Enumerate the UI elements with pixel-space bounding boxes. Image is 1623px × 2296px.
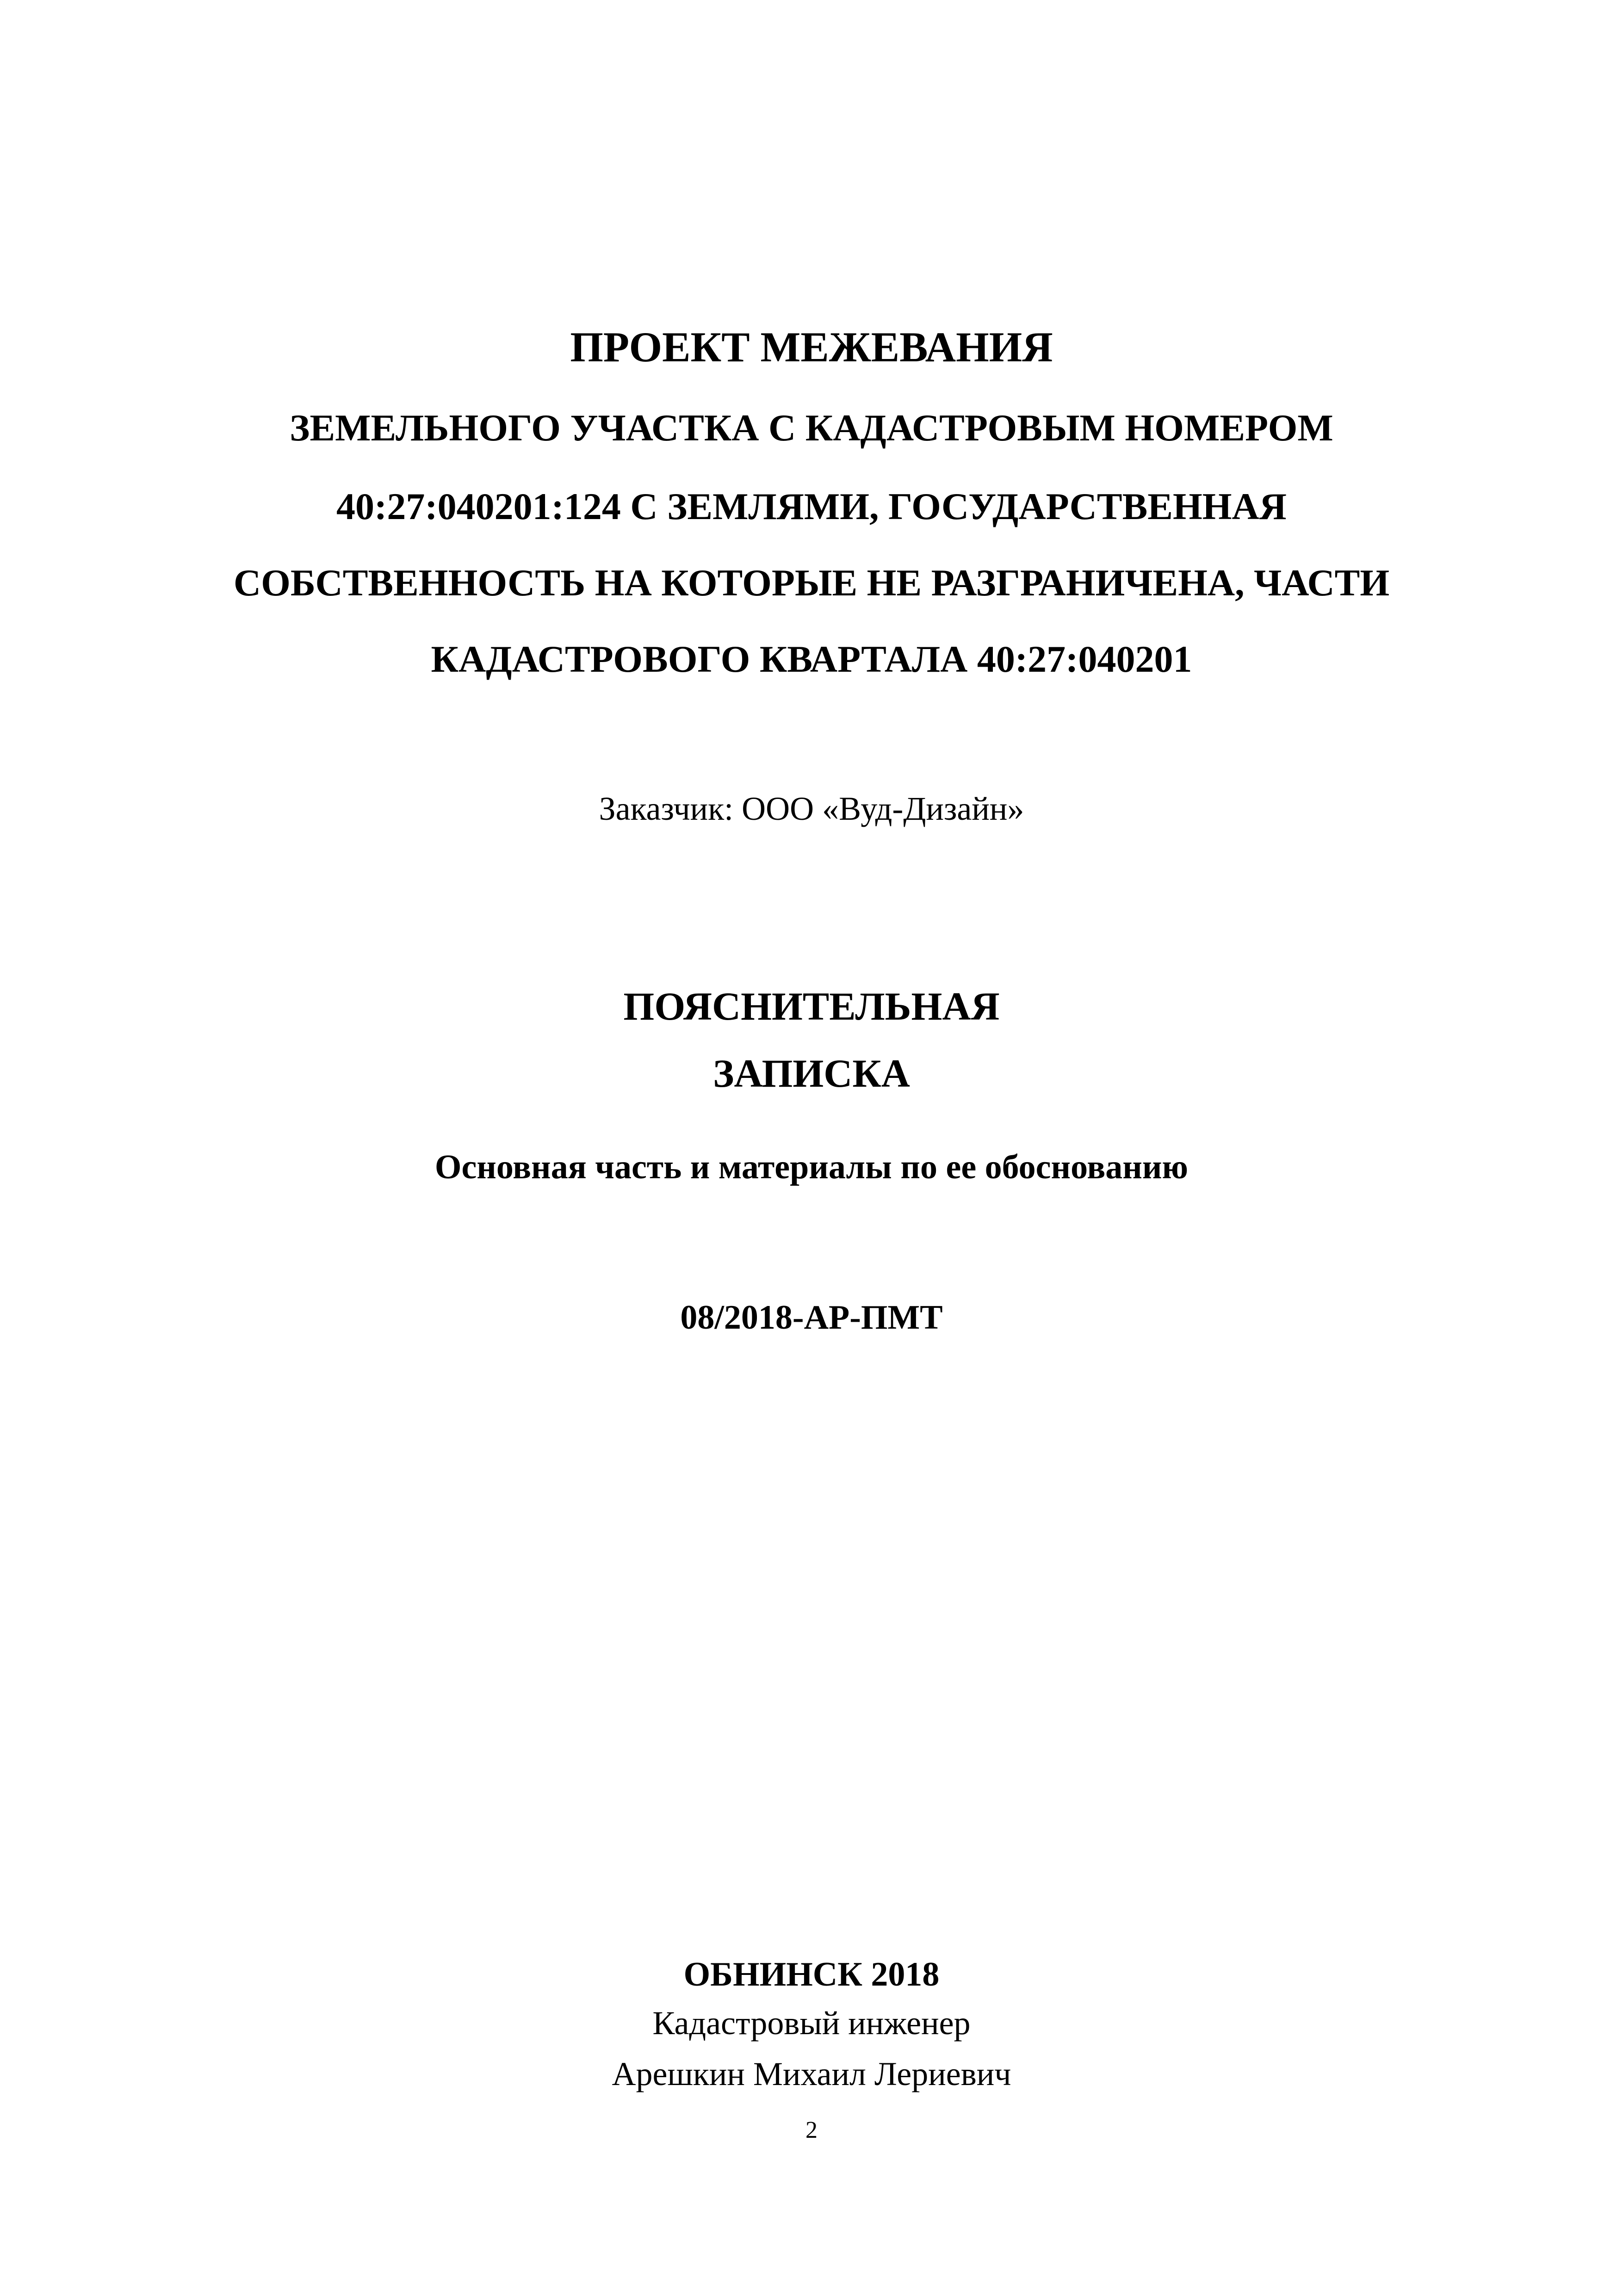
- title-line-1: ЗЕМЕЛЬНОГО УЧАСТКА С КАДАСТРОВЫМ НОМЕРОМ: [290, 407, 1333, 449]
- page-number: 2: [805, 2117, 818, 2143]
- title-line-4: КАДАСТРОВОГО КВАРТАЛА 40:27:040201: [431, 638, 1192, 680]
- document-title: ПРОЕКТ МЕЖЕВАНИЯ: [570, 323, 1053, 371]
- note-title-line-1: ПОЯСНИТЕЛЬНАЯ: [623, 984, 1000, 1028]
- title-line-3: СОБСТВЕННОСТЬ НА КОТОРЫЕ НЕ РАЗГРАНИЧЕНА, ЧАСТИ: [233, 562, 1390, 604]
- engineer-title: Кадастровый инженер: [652, 2005, 971, 2042]
- document-subtitle: Основная часть и материалы по ее обоснованию: [434, 1148, 1189, 1186]
- engineer-name: Арешкин Михаил Лериевич: [612, 2055, 1011, 2092]
- city-year: ОБНИНСК 2018: [683, 1956, 940, 1993]
- title-line-2: 40:27:040201:124 С ЗЕМЛЯМИ, ГОСУДАРСТВЕННАЯ: [336, 485, 1287, 527]
- note-title-line-2: ЗАПИСКА: [713, 1051, 910, 1095]
- customer-line: Заказчик: ООО «Вуд-Дизайн»: [599, 790, 1024, 827]
- document-code: 08/2018-АР-ПМТ: [680, 1299, 943, 1337]
